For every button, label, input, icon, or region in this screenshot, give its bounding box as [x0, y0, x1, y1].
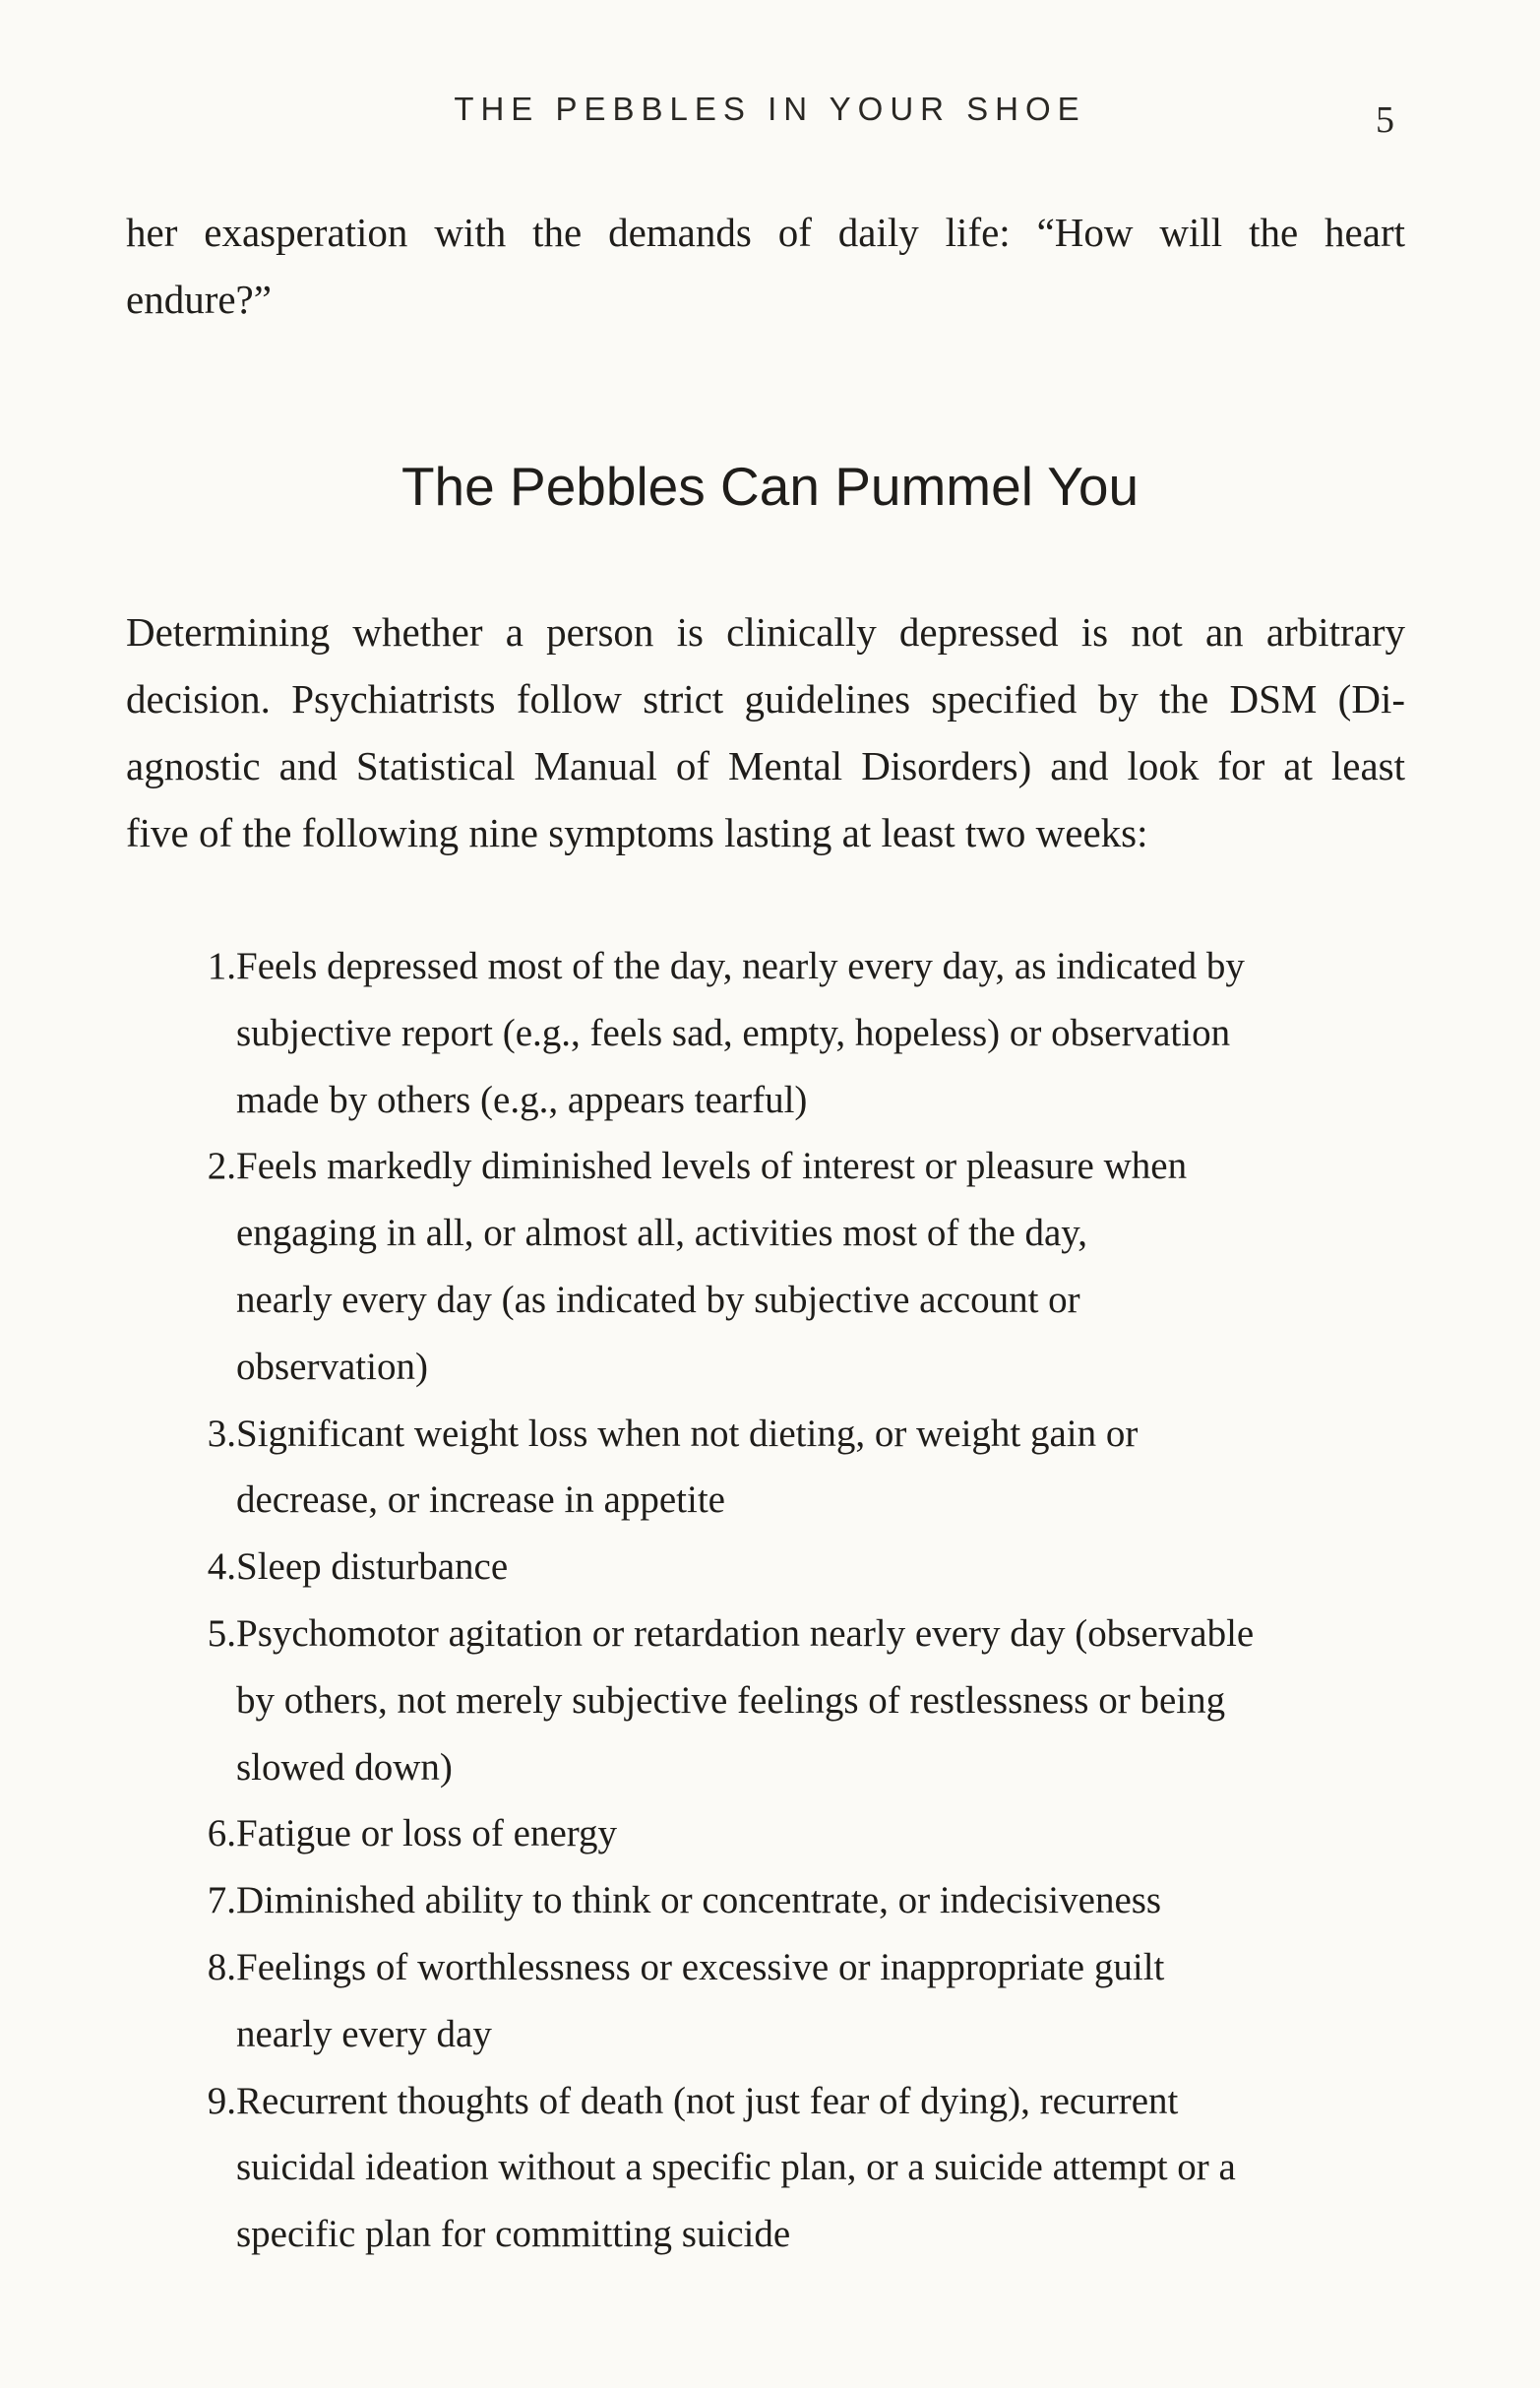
list-item-line: made by others (e.g., appears tearful): [236, 1078, 808, 1121]
list-item: [0, 1800, 1540, 1867]
list-item-line: Feels depressed most of the day, nearly every day, as indicated by: [236, 945, 1245, 987]
paragraph-line: endure?”: [126, 277, 272, 322]
paragraph-line: five of the following nine symptoms lasting at least two weeks:: [126, 810, 1148, 855]
list-item: [0, 1934, 1540, 2068]
opening-paragraph: [126, 199, 1405, 333]
paragraph-line: agnostic and Statistical Manual of Mental Disorders) and look for at least: [126, 743, 1405, 788]
symptom-list: [0, 933, 1540, 2268]
list-item: [0, 1133, 1540, 1400]
running-head: THE PEBBLES IN YOUR SHOE: [454, 91, 1086, 127]
list-item-line: Sleep disturbance: [236, 1545, 509, 1589]
list-item: [0, 2068, 1540, 2268]
list-item-number: 3.: [207, 1412, 236, 1455]
list-item-line: decrease, or increase in appetite: [236, 1478, 725, 1522]
list-item-number: 2.: [207, 1145, 236, 1188]
list-item-line: Feelings of worthlessness or excessive or inappropriate guilt: [236, 1945, 1165, 1988]
list-item-line: nearly every day: [236, 2012, 492, 2055]
list-item-number: 5.: [207, 1611, 236, 1655]
list-item: [0, 1601, 1540, 1800]
paragraph-line: decision. Psychiatrists follow strict guidelines specified by the DSM (Di-: [126, 676, 1405, 722]
list-item-line: engaging in all, or almost all, activities most of the day,: [236, 1212, 1088, 1255]
list-item-number: 4.: [207, 1545, 236, 1589]
list-item: [0, 1867, 1540, 1934]
list-item-line: Psychomotor agitation or retardation nearly every day (observable: [236, 1611, 1255, 1655]
list-item-number: 1.: [207, 945, 236, 987]
list-item-line: nearly every day (as indicated by subjective account or: [236, 1278, 1080, 1321]
list-item-number: 9.: [207, 2079, 236, 2122]
list-item-line: specific plan for committing suicide: [236, 2213, 791, 2256]
list-item-line: suicidal ideation without a specific plan, or a suicide attempt or a: [236, 2146, 1236, 2189]
list-item-line: subjective report (e.g., feels sad, empty, hopeless) or observation: [236, 1011, 1231, 1054]
list-item-line: by others, not merely subjective feelings of restlessness or being: [236, 1678, 1226, 1722]
list-item: [0, 1401, 1540, 1535]
list-item-line: slowed down): [236, 1745, 453, 1789]
list-item-line: Recurrent thoughts of death (not just fear of dying), recurrent: [236, 2079, 1179, 2122]
list-item: [0, 933, 1540, 1133]
list-item-number: 8.: [207, 1945, 236, 1988]
list-item-line: Significant weight loss when not dieting, or weight gain or: [236, 1412, 1139, 1455]
list-item-number: 6.: [207, 1812, 236, 1855]
intro-paragraph: [126, 598, 1405, 866]
page-number: 5: [1376, 99, 1394, 141]
paragraph-line: her exasperation with the demands of daily life: “How will the heart: [126, 210, 1405, 255]
list-item-number: 7.: [207, 1879, 236, 1922]
list-item-line: Diminished ability to think or concentrate, or indecisiveness: [236, 1879, 1162, 1922]
section-heading: The Pebbles Can Pummel You: [400, 456, 1140, 517]
list-item-line: observation): [236, 1345, 428, 1388]
list-item: [0, 1534, 1540, 1601]
list-item-line: Fatigue or loss of energy: [236, 1812, 618, 1855]
paragraph-line: Determining whether a person is clinically depressed is not an arbitrary: [126, 609, 1405, 655]
list-item-line: Feels markedly diminished levels of interest or pleasure when: [236, 1145, 1188, 1188]
